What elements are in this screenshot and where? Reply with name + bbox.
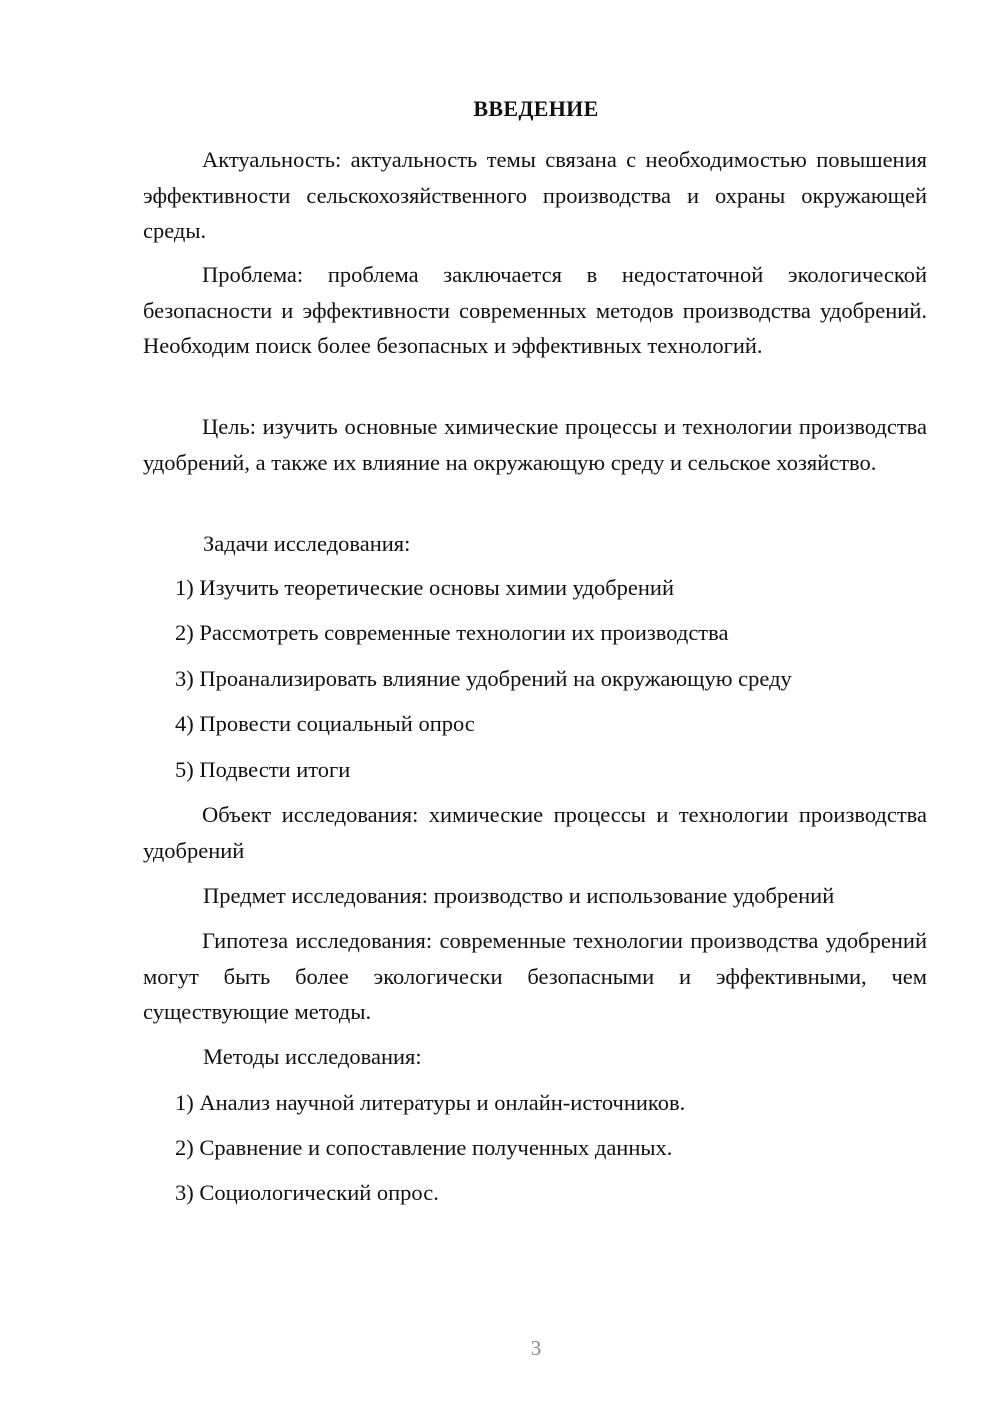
page-title: ВВЕДЕНИЕ [473,96,599,121]
problem-paragraph [143,257,927,364]
problem-text: Проблема: проблема заключается в недостаточной экологической безопасности и эффективности современных методов производства удобрений. Необходим поиск более безопасных и эффективных технологий. [143,262,927,358]
task-item-3: 3) Проанализировать влияние удобрений на окружающую среду [175,666,792,691]
relevance-paragraph [143,142,927,249]
tasks-heading: Задачи исследования: [203,531,411,556]
method-item-2: 2) Сравнение и сопоставление полученных данных. [175,1135,673,1160]
methods-heading: Методы исследования: [203,1044,422,1069]
task-item-4: 4) Провести социальный опрос [175,711,475,736]
task-item-1: 1) Изучить теоретические основы химии удобрений [175,575,674,600]
relevance-text: Актуальность: актуальность темы связана с необходимостью повышения эффективности сельскохозяйственного производства и охраны окружающей среды. [143,147,927,243]
object-paragraph [143,797,927,868]
method-item-3: 3) Социологический опрос. [175,1180,439,1205]
task-item-5: 5) Подвести итоги [175,757,351,782]
goal-text: Цель: изучить основные химические процессы и технологии производства удобрений, а также их влияние на окружающую среду и сельское хозяйство. [143,414,927,475]
method-item-1: 1) Анализ научной литературы и онлайн-источников. [175,1090,686,1115]
page-number: 3 [530,1336,542,1360]
subject-line: Предмет исследования: производство и использование удобрений [203,883,835,908]
hypothesis-paragraph [143,923,927,1030]
hypothesis-text: Гипотеза исследования: современные технологии производства удобрений могут быть более экологически безопасными и эффективными, чем существующие методы. [143,928,927,1024]
object-text: Объект исследования: химические процессы и технологии производства удобрений [143,802,927,863]
task-item-2: 2) Рассмотреть современные технологии их производства [175,620,729,645]
goal-paragraph [143,409,927,480]
